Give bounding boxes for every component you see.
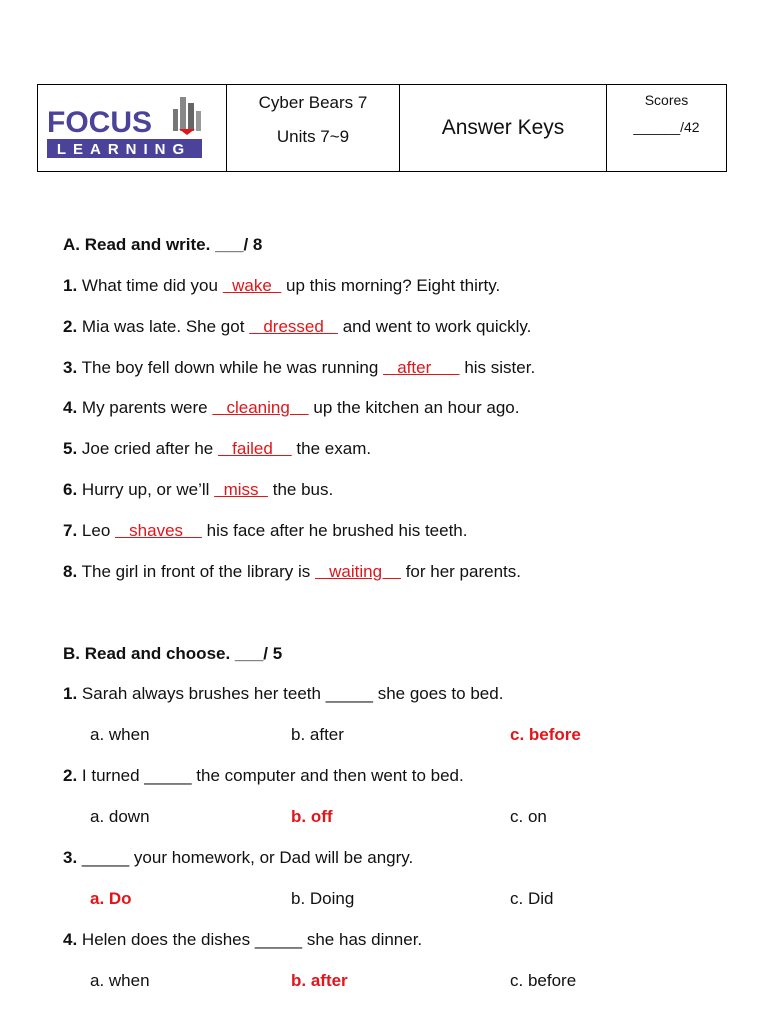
question-text: Joe cried after he bbox=[77, 439, 218, 459]
answer-blank[interactable]: miss bbox=[214, 480, 269, 499]
question-b-4 bbox=[63, 930, 422, 950]
question-number: 2. bbox=[63, 316, 78, 336]
question-number: 1. bbox=[63, 276, 78, 295]
question-number: 3. bbox=[63, 357, 78, 377]
question-text: I turned _____ the computer and then went to bed. bbox=[77, 766, 464, 785]
answer-blank[interactable]: after bbox=[383, 357, 460, 377]
book-units: Units 7~9 bbox=[276, 127, 350, 146]
question-number: 5. bbox=[63, 439, 78, 459]
question-text: the exam. bbox=[291, 439, 372, 459]
question-number: 2. bbox=[63, 766, 78, 785]
answer-blank[interactable]: dressed bbox=[249, 316, 338, 336]
question-b-3 bbox=[63, 848, 413, 868]
focus-learning-logo bbox=[46, 93, 218, 165]
option-a[interactable]: a. when bbox=[90, 725, 150, 744]
question-text: What time did you bbox=[77, 276, 223, 295]
book-title: Cyber Bears 7 bbox=[258, 93, 368, 112]
score-cell bbox=[607, 85, 726, 171]
option-c[interactable]: c. on bbox=[510, 807, 547, 826]
option-b[interactable]: b. off bbox=[291, 807, 333, 826]
question-a-5 bbox=[63, 439, 371, 459]
logo-text-bottom: LEARNING bbox=[56, 141, 192, 158]
option-b[interactable]: b. Doing bbox=[291, 889, 355, 908]
section-b-title: B. Read and choose. ___/ 5 bbox=[63, 644, 283, 663]
score-label: Scores bbox=[644, 92, 689, 108]
question-a-2 bbox=[63, 317, 531, 337]
question-text: _____ your homework, or Dad will be angry. bbox=[77, 848, 414, 867]
question-a-4 bbox=[63, 398, 519, 418]
question-a-1 bbox=[63, 276, 500, 296]
worksheet-header bbox=[37, 84, 727, 172]
question-text: the bus. bbox=[268, 480, 334, 499]
option-c[interactable]: c. Did bbox=[510, 889, 554, 908]
question-text: Hurry up, or we’ll bbox=[77, 480, 215, 499]
question-text: The boy fell down while he was running bbox=[77, 357, 384, 377]
question-a-3 bbox=[63, 358, 535, 378]
question-number: 4. bbox=[63, 398, 78, 418]
question-text: for her parents. bbox=[400, 561, 521, 581]
answer-blank[interactable]: cleaning bbox=[212, 398, 309, 418]
doc-title: Answer Keys bbox=[400, 85, 607, 171]
building-icon bbox=[173, 97, 201, 135]
answer-blank[interactable]: waiting bbox=[314, 561, 401, 581]
question-b-2 bbox=[63, 766, 464, 786]
question-number: 3. bbox=[63, 848, 78, 867]
question-number: 1. bbox=[63, 684, 78, 703]
question-text: up this morning? Eight thirty. bbox=[281, 276, 501, 295]
question-b-1 bbox=[63, 684, 503, 704]
option-a[interactable]: a. Do bbox=[90, 889, 132, 908]
question-text: My parents were bbox=[77, 398, 213, 418]
answer-blank[interactable]: wake bbox=[222, 276, 282, 295]
section-a-title: A. Read and write. ___/ 8 bbox=[63, 235, 263, 254]
option-a[interactable]: a. when bbox=[90, 971, 150, 990]
question-number: 4. bbox=[63, 930, 78, 949]
question-text: Leo bbox=[77, 520, 115, 540]
option-a[interactable]: a. down bbox=[90, 807, 150, 826]
question-text: up the kitchen an hour ago. bbox=[308, 398, 520, 418]
question-number: 8. bbox=[63, 561, 78, 581]
option-c[interactable]: c. before bbox=[510, 725, 581, 744]
score-value[interactable]: ______/42 bbox=[633, 119, 700, 135]
option-b[interactable]: b. after bbox=[291, 971, 348, 990]
book-cell bbox=[227, 85, 400, 171]
answer-blank[interactable]: failed bbox=[218, 439, 292, 459]
option-c[interactable]: c. before bbox=[510, 971, 577, 990]
question-number: 6. bbox=[63, 480, 78, 499]
question-text: The girl in front of the library is bbox=[77, 561, 315, 581]
question-a-6 bbox=[63, 480, 333, 500]
option-b[interactable]: b. after bbox=[291, 725, 344, 744]
question-a-8 bbox=[63, 562, 521, 582]
question-text: and went to work quickly. bbox=[338, 316, 532, 336]
logo-cell bbox=[38, 85, 227, 171]
question-a-7 bbox=[63, 521, 468, 541]
question-text: his face after he brushed his teeth. bbox=[201, 520, 468, 540]
logo-text-top: FOCUS bbox=[47, 106, 152, 139]
question-text: his sister. bbox=[459, 357, 536, 377]
question-text: Mia was late. She got bbox=[77, 316, 250, 336]
question-text: Sarah always brushes her teeth _____ she goes to bed. bbox=[77, 684, 504, 703]
answer-blank[interactable]: shaves bbox=[115, 520, 202, 540]
question-text: Helen does the dishes _____ she has dinner. bbox=[77, 930, 423, 949]
question-number: 7. bbox=[63, 520, 78, 540]
